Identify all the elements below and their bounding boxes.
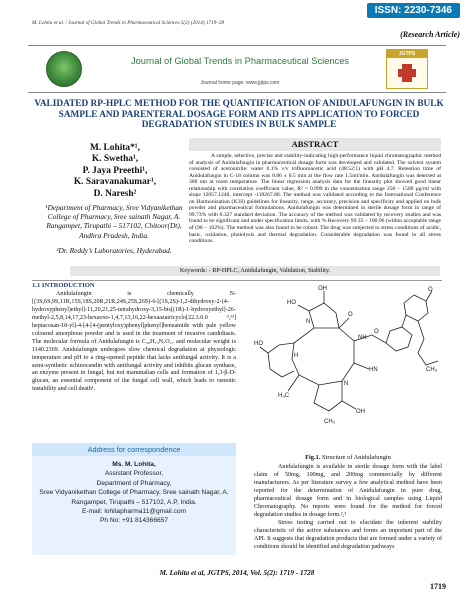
affiliation-1: ¹Department of Pharmacy, Sree Vidyanikethan College of Pharmacy, Sree sainath Nagar, A. Rangampet, Tirupathi – 517102, Chitoor(Dt), Andhra Pradesh, India. [45, 203, 183, 240]
correspondence-line: Sree Vidyanikethan College of Pharmacy, Sree sainath Nagar, A. Rangampet, Tirupathi – 517102, A.P, India. [39, 489, 229, 506]
article-type: (Research Article) [400, 30, 460, 39]
affiliations [44, 203, 184, 255]
atom-label: N [306, 319, 311, 325]
atom-label: H₃C [278, 393, 290, 399]
running-head: M. Lohita et al. / Journal of Global Trends in Pharmaceutical Sciences 5(2) (2014) 1719–28 [32, 20, 225, 26]
atom-label: CH₃ [324, 419, 336, 425]
atom-label: HO [254, 341, 263, 347]
atom-label: O [348, 312, 353, 318]
introduction-text: Anidulafungin is chemically N-[(3S,6S,9S,11R,15S,18S,20R,21R,24S,25S,26S)-6-[(1S,2S)-1,2-dihydroxy-2-(4-hydroxyphenyl)ethyl]-11,20,21,25-tetrahydroxy-3,15-bis[(1R)-1-hydroxyethyl]-26-methyl-2,5,8,14,17,23-hexaoxo-1,4,7,13,16,22-hexaazatricyclo[22.3.0.0 ⁹,¹³] heptacosan-18-yl]-4-[4-[4-(pentyloxy)phenyl]phenyl]benzamide with pale yellow coloured amorphous powder and is used in the treatment of invasive candidiasis. The molecular formula of Anidulafungin is C₅₈H₇₃N₇O₁₇ and molecular weight is 1140.2369. Anidulafungin undergoes slow chemical degradation at physiologic temperature and pH to a ring-opened peptide that lacks antifungal activity. It is a semi-synthetic echinocandin with antifungal activity and inhibits glucan synthase, an enzyme present in fungal, but not mammalian cells and formation of 1,3-β-D-glucan, an essential component of the fungal cell wall, which leads to osmotic instability and cell death¹. [32, 290, 236, 393]
issn-badge: ISSN: 2230-7346 [367, 3, 460, 18]
author-5: D. Naresh² [93, 188, 137, 199]
jgtps-logo-text: JGTPS [387, 50, 427, 58]
correspondence-box [32, 443, 236, 555]
introduction-heading: 1.1 INTRODUCTION [32, 282, 95, 289]
correspondence-name: Ms. M. Lohita, [112, 461, 156, 468]
paragraph: Stress testing carried out to elucidate the inherent stability characteristic of the active substances and forms an important part of the API. It suggests that degradation products that are formed under a variety of conditions should be identified and degradation pathways [254, 519, 442, 550]
keywords: Keywords: - RP-HPLC, Anidulafungin, Validation, Stability. [70, 266, 440, 276]
correspondence-line: Department of Pharmacy, [96, 479, 172, 487]
correspondence-line: Assistant Professor, [104, 470, 164, 478]
author-2: K. Swetha¹, [91, 154, 139, 165]
atom-label: N [344, 381, 349, 387]
introduction [32, 282, 236, 394]
author-list [60, 143, 170, 200]
author-4: K. Saravanakumar¹, [73, 177, 157, 188]
paragraph: Anidulafungin is available in sterile dosage form with the label claim of 50mg, 100mg, and 200mg commercially by different manufacturers. As per literature survey a few analytical method have been reported for the determination of Anidulafungin in pure drug, pharmaceutical dosage form and in biological samples using Liquid Chromatography. No reports were found for the method for forced degradation studies in dosage form.²,³ [254, 464, 442, 518]
atom-label: NH [358, 335, 367, 341]
correspondence-email[interactable]: E-mail: lohitapharma11@gmail.com [81, 508, 187, 516]
cross-shape-bar [398, 69, 416, 77]
globe-logo-icon [46, 51, 82, 87]
atom-label: OH [356, 409, 365, 415]
journal-name: Journal of Global Trends in Pharmaceutical Sciences [130, 56, 350, 66]
atom-label: CH₃ [426, 367, 438, 373]
figure-caption-text: Structure of Anidulafungin [322, 454, 391, 461]
abstract-text: A simple, selective, precise and stability-indicating high-performance liquid chromatographic method of analysis of Anidulafungin in pharmaceutical dosage form was developed and validated. The solvent system consisted of acetonitrile: water 0.1% v/v trifluoroacetic acid (48:52:1) with pH 4.7. Retention time of Anidulafungin in C-18 column was 8.86 ± 0.5 min at the flow rate 1.5ml/min. Anidulafungin was detected at 300 nm at room temperature. The linear regression analysis data for the linearity plot showed good linear relationship with correlation coefficient value, R² = 0.999 in the concentration range 250 – 1500 µg/ml with slope 12057.1248, intercept -119267.88. The method was validated according to the International Conference on Harmonization (ICH) guidelines for linearity, range, accuracy, precision and specificity and applied on bulk powder and pharmaceutical formulations. Anidulafungin was determined in sterile dosage form in range of 99.73% with 0.327 standard deviation. The accuracy of the method was validated by recovery studies and was found to be significant and under specification limits, with % Recovery 99.35 – 100.96 (within acceptable range of (98 – 102%). The method was also found to be robust. The drug was subjected to stress conditions of acidic, basic, oxidation, photolysis and thermal degradation. Considerable degradation was found in all stress conditions. [189, 153, 441, 245]
affiliation-2: ²Dr. Reddy’s Laboratories, Hyderabad. [56, 245, 172, 255]
correspondence-phone: Ph No: +91 814366657 [99, 517, 168, 525]
figure-caption [254, 454, 442, 461]
section-divider [32, 280, 442, 281]
page-number: 1719 [430, 582, 446, 591]
jgtps-logo-icon [386, 49, 428, 89]
anidulafungin-structure-figure [254, 283, 442, 453]
atom-label: OH [318, 286, 327, 292]
footer-citation: M. Lohita et al, JGTPS, 2014, Vol. 5(2): 1719 - 1728 [159, 569, 315, 577]
correspondence-body [36, 460, 232, 526]
right-column-text [254, 464, 442, 551]
article-title: VALIDATED RP-HPLC METHOD FOR THE QUANTIFICATION OF ANIDULAFUNGIN IN BULK SAMPLE AND PARENTERAL DOSAGE FORM AND ITS APPLICATION TO FORCED DEGRADATION STUDIES IN BULK SAMPLE [34, 99, 444, 131]
journal-url[interactable]: Journal home page: www.jgtps.com [200, 80, 280, 86]
figure-label: Fig.1. [305, 454, 321, 461]
atom-label: O [374, 329, 379, 335]
author-3: P. Jaya Preethi¹, [82, 165, 148, 176]
correspondence-heading: Address for correspondence [32, 443, 236, 456]
atom-label: H [294, 353, 299, 359]
atom-label: O [428, 287, 433, 293]
abstract-heading: ABSTRACT [189, 138, 441, 151]
atom-label: HN [369, 367, 378, 373]
author-1: M. Lohita*¹, [90, 143, 140, 153]
atom-label: HO [287, 300, 296, 306]
